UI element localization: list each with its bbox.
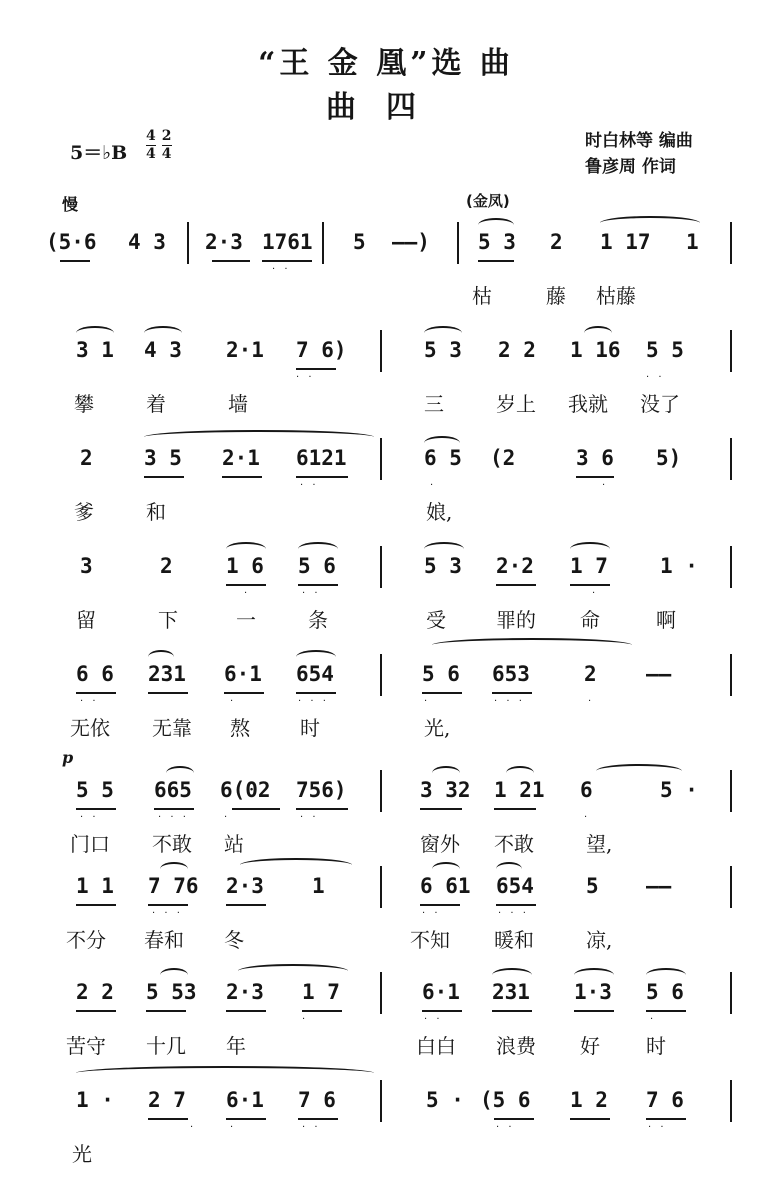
lyric: 一 <box>236 608 256 632</box>
octave-dots: · · · <box>158 812 189 823</box>
octave-dots: · · <box>424 1014 443 1025</box>
lyric: 暖和 <box>494 928 534 952</box>
note-group: 2 <box>160 554 173 578</box>
underline <box>420 904 460 906</box>
score-system-2 <box>40 324 752 428</box>
lyric: 爹 <box>74 500 94 524</box>
note-group: 6 6 <box>76 662 114 686</box>
lyric: 岁上 <box>496 392 536 416</box>
note-group: (2 <box>490 446 516 470</box>
note-group: 2 2 <box>76 980 114 1004</box>
octave-dots: · · <box>296 372 315 383</box>
octave-dots: · · <box>648 1122 667 1133</box>
lyric: 不知 <box>410 928 450 952</box>
underline <box>76 1010 116 1012</box>
lyric: 我就 <box>568 392 608 416</box>
underline <box>226 1010 266 1012</box>
underline <box>302 1010 342 1012</box>
lyric: 啊 <box>656 608 676 632</box>
barline <box>187 222 189 264</box>
note-group: ——) <box>392 230 430 254</box>
key-signature: 5＝♭B <box>70 142 128 164</box>
score-system-1 <box>40 216 752 320</box>
lyric: 冬 <box>224 928 244 952</box>
score-system-9 <box>40 1074 752 1178</box>
slur <box>298 542 338 556</box>
note-group: 653 <box>492 662 530 686</box>
lyric: 受 <box>426 608 446 632</box>
underline <box>298 584 338 586</box>
lyric: 门口 <box>70 832 110 856</box>
lyric: 时 <box>646 1034 666 1058</box>
note-group: 4 3 <box>128 230 166 254</box>
barline <box>380 866 382 908</box>
octave-dots: · · <box>272 264 291 275</box>
underline <box>478 260 514 262</box>
octave-dots: · · <box>300 480 319 491</box>
octave-dots: · · <box>300 812 319 823</box>
note-group: 1 <box>686 230 699 254</box>
lyric: 苦守 <box>66 1034 106 1058</box>
note-group: 1 7 <box>302 980 340 1004</box>
note-group: 6·1 <box>226 1088 264 1112</box>
note-group: 231 <box>492 980 530 1004</box>
slur <box>160 968 188 982</box>
lyric: 无依 <box>70 716 110 740</box>
underline <box>144 476 184 478</box>
underline <box>570 1118 610 1120</box>
note-group: 2·1 <box>222 446 260 470</box>
lyric: 时 <box>300 716 320 740</box>
meter-b-bottom: 4 <box>161 146 172 162</box>
underline <box>492 1010 532 1012</box>
lyric: 枯 <box>472 284 492 308</box>
lyric: 浪费 <box>496 1034 536 1058</box>
lyric: 三 <box>424 392 444 416</box>
note-group: 1761 <box>262 230 313 254</box>
note-group: 1 7 <box>570 554 608 578</box>
note-group: 6 5 <box>424 446 462 470</box>
note-group: 3 6 <box>576 446 614 470</box>
slur <box>506 766 534 780</box>
lyric: 不分 <box>66 928 106 952</box>
note-group: 1 1 <box>76 874 114 898</box>
composer-credit: 时白林等 编曲 <box>585 131 693 151</box>
lyric: 墙 <box>228 392 248 416</box>
underline <box>646 1118 686 1120</box>
barline <box>380 330 382 372</box>
note-group: 7 6 <box>298 1088 336 1112</box>
underline <box>154 808 194 810</box>
score-system-8 <box>40 966 752 1070</box>
octave-dots: · <box>584 812 591 823</box>
barline <box>730 438 732 480</box>
underline <box>296 692 336 694</box>
octave-dots: · <box>592 588 599 599</box>
score-system-3 <box>40 432 752 536</box>
time-signature <box>146 128 178 163</box>
underline <box>76 808 116 810</box>
lyric: 命 <box>580 608 600 632</box>
barline <box>730 1080 732 1122</box>
octave-dots: · <box>230 1122 237 1133</box>
octave-dots: · <box>602 480 609 491</box>
underline <box>232 808 280 810</box>
score-system-7 <box>40 860 752 964</box>
octave-dots: · <box>244 588 251 599</box>
slur <box>166 766 194 780</box>
octave-dots: · · <box>80 696 99 707</box>
note-group: 2·3 <box>226 874 264 898</box>
slur <box>432 862 460 876</box>
note-group: 5 6 <box>646 980 684 1004</box>
lyric: 望, <box>586 832 613 856</box>
note-group: 5 6 <box>422 662 460 686</box>
score-system-4 <box>40 540 752 644</box>
underline <box>570 584 610 586</box>
underline <box>422 692 462 694</box>
barline <box>380 972 382 1014</box>
tempo-marking: 慢 <box>62 195 79 214</box>
barline <box>730 972 732 1014</box>
barline <box>457 222 459 264</box>
lyric: 不敢 <box>494 832 534 856</box>
underline <box>496 584 536 586</box>
octave-dots: · <box>190 1122 197 1133</box>
note-group: 5 3 <box>424 554 462 578</box>
note-group: 1 21 <box>494 778 545 802</box>
slur <box>570 542 610 556</box>
role-label: (金凤) <box>466 192 510 210</box>
lyric: 留 <box>76 608 96 632</box>
note-group: 1 2 <box>570 1088 608 1112</box>
barline <box>730 222 732 264</box>
slur <box>424 326 462 340</box>
lyric: 白白 <box>416 1034 456 1058</box>
note-group: 3 5 <box>144 446 182 470</box>
lyric: 罪的 <box>496 608 536 632</box>
octave-dots: · · · <box>298 696 329 707</box>
lyric: 光, <box>424 716 451 740</box>
slur <box>76 1066 374 1080</box>
lyric: 没了 <box>640 392 680 416</box>
note-group: 5 3 <box>478 230 516 254</box>
underline <box>496 904 536 906</box>
underline <box>148 1118 188 1120</box>
song-subtitle: 曲四 <box>326 90 446 125</box>
slur <box>144 326 182 340</box>
lyric: 下 <box>158 608 178 632</box>
note-group: 5 · <box>426 1088 464 1112</box>
slur <box>76 326 114 340</box>
octave-dots: · · <box>496 1122 515 1133</box>
underline <box>226 904 266 906</box>
note-group: 5 · <box>660 778 698 802</box>
octave-dots: · · <box>80 812 99 823</box>
slur <box>424 436 460 450</box>
barline <box>380 546 382 588</box>
underline <box>494 1118 534 1120</box>
underline <box>494 808 536 810</box>
note-group: 5 3 <box>424 338 462 362</box>
note-group: 2·1 <box>226 338 264 362</box>
note-group: 1 <box>312 874 325 898</box>
note-group: 4 3 <box>144 338 182 362</box>
note-group: 1 6 <box>226 554 264 578</box>
lyric: 站 <box>224 832 244 856</box>
note-group: 6 <box>580 778 593 802</box>
meter-a-top: 4 <box>146 128 156 144</box>
note-group: —— <box>646 874 672 898</box>
slur <box>596 764 682 778</box>
octave-dots: · · <box>302 588 321 599</box>
slur <box>226 542 266 556</box>
lyric: 着 <box>146 392 166 416</box>
note-group: 2 2 <box>498 338 536 362</box>
lyric: 不敢 <box>152 832 192 856</box>
lyric: 光 <box>72 1142 92 1166</box>
note-group: 1 17 <box>600 230 651 254</box>
slur <box>160 862 188 876</box>
lyric: 春和 <box>144 928 184 952</box>
note-group: 2 <box>584 662 597 686</box>
octave-dots: · <box>650 1014 657 1025</box>
underline <box>222 476 262 478</box>
slur <box>646 968 686 982</box>
octave-dots: · · · <box>152 908 183 919</box>
underline <box>226 1118 266 1120</box>
underline <box>148 904 188 906</box>
slur <box>432 638 632 652</box>
note-group: 5 <box>586 874 599 898</box>
slur <box>424 542 464 556</box>
slur <box>478 218 514 232</box>
note-group: 2·2 <box>496 554 534 578</box>
note-group: 7 6 <box>646 1088 684 1112</box>
underline <box>646 1010 686 1012</box>
note-group: 5 6 <box>298 554 336 578</box>
note-group: 3 1 <box>76 338 114 362</box>
note-group: 5 5 <box>646 338 684 362</box>
underline <box>212 260 250 262</box>
underline <box>296 368 336 370</box>
note-group: 654 <box>496 874 534 898</box>
underline <box>420 808 462 810</box>
barline <box>380 438 382 480</box>
note-group: 6121 <box>296 446 347 470</box>
slur <box>240 858 352 872</box>
note-group: (5 6 <box>480 1088 531 1112</box>
lyric: 好 <box>580 1034 600 1058</box>
slur <box>296 650 336 664</box>
meter-a-bottom: 4 <box>146 146 156 162</box>
underline <box>574 1010 614 1012</box>
octave-dots: · <box>588 696 595 707</box>
note-group: 3 32 <box>420 778 471 802</box>
barline <box>380 1080 382 1122</box>
underline <box>262 260 312 262</box>
slur <box>148 650 174 664</box>
underline <box>492 692 532 694</box>
underline <box>76 904 116 906</box>
lyric: 十几 <box>146 1034 186 1058</box>
lyric: 熬 <box>230 716 250 740</box>
note-group: 5 <box>353 230 366 254</box>
lyric: 枯藤 <box>596 284 636 308</box>
note-group: 6·1 <box>422 980 460 1004</box>
underline <box>146 1010 186 1012</box>
slur <box>492 968 532 982</box>
underline <box>226 584 266 586</box>
note-group: 2 7 <box>148 1088 186 1112</box>
slur <box>432 766 460 780</box>
underline <box>76 692 116 694</box>
slur <box>574 968 614 982</box>
barline <box>380 654 382 696</box>
slur <box>496 862 522 876</box>
octave-dots: · · · <box>494 696 525 707</box>
underline <box>148 692 188 694</box>
note-group: 2 <box>80 446 93 470</box>
note-group: (5·6 <box>46 230 97 254</box>
note-group: —— <box>646 662 672 686</box>
lyric: 年 <box>226 1034 246 1058</box>
octave-dots: · <box>424 696 431 707</box>
note-group: 5) <box>656 446 682 470</box>
barline <box>730 866 732 908</box>
barline <box>730 770 732 812</box>
barline <box>730 654 732 696</box>
barline <box>322 222 324 264</box>
note-group: 1 · <box>660 554 698 578</box>
dynamic-marking: p <box>62 748 74 767</box>
octave-dots: · · <box>302 1122 321 1133</box>
note-group: 1·3 <box>574 980 612 1004</box>
note-group: 5 53 <box>146 980 197 1004</box>
lyric: 条 <box>308 608 328 632</box>
note-group: 3 <box>80 554 93 578</box>
note-group: 7 76 <box>148 874 199 898</box>
score-system-6 <box>40 764 752 868</box>
octave-dots: · <box>302 1014 309 1025</box>
underline <box>422 1010 462 1012</box>
note-group: 1 16 <box>570 338 621 362</box>
underline <box>224 692 264 694</box>
lyricist-credit: 鲁彦周 作词 <box>585 157 676 177</box>
note-group: 231 <box>148 662 186 686</box>
note-group: 1 · <box>76 1088 114 1112</box>
note-group: 2·3 <box>205 230 243 254</box>
octave-dots: · <box>230 696 237 707</box>
score-system-5 <box>40 648 752 752</box>
lyric: 攀 <box>74 392 94 416</box>
note-group: 6·1 <box>224 662 262 686</box>
underline <box>298 1118 338 1120</box>
slur <box>238 964 348 978</box>
note-group: 654 <box>296 662 334 686</box>
underline <box>60 260 90 262</box>
barline <box>730 546 732 588</box>
octave-dots: · <box>430 480 437 491</box>
underline <box>296 476 348 478</box>
note-group: 756) <box>296 778 347 802</box>
octave-dots: · · <box>422 908 441 919</box>
lyric: 藤 <box>546 284 566 308</box>
underline <box>296 808 348 810</box>
barline <box>380 770 382 812</box>
slur <box>144 430 374 444</box>
song-title: “王 金 凰”选 曲 <box>258 46 514 81</box>
slur <box>600 216 700 230</box>
note-group: 665 <box>154 778 192 802</box>
lyric: 娘, <box>426 500 453 524</box>
slur <box>584 326 612 340</box>
lyric: 凉, <box>586 928 613 952</box>
note-group: 7 6) <box>296 338 347 362</box>
note-group: 5 5 <box>76 778 114 802</box>
lyric: 和 <box>146 500 166 524</box>
note-group: 2 <box>550 230 563 254</box>
octave-dots: · · <box>646 372 665 383</box>
octave-dots: · · · <box>498 908 529 919</box>
note-group: 6(02 <box>220 778 271 802</box>
note-group: 6 61 <box>420 874 471 898</box>
octave-dots: · <box>224 812 231 823</box>
barline <box>730 330 732 372</box>
lyric: 无靠 <box>152 716 192 740</box>
meter-b-top: 2 <box>161 128 172 144</box>
underline <box>576 476 614 478</box>
lyric: 窗外 <box>420 832 460 856</box>
note-group: 2·3 <box>226 980 264 1004</box>
